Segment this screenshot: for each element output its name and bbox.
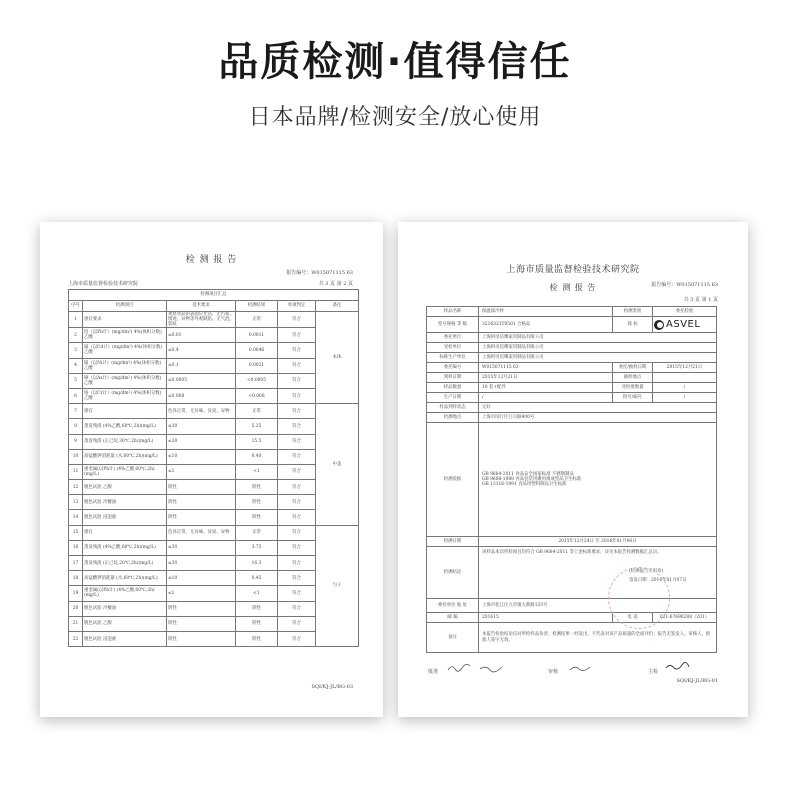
info-value: 10 套+配件 bbox=[479, 383, 613, 393]
row-note: 本体 bbox=[316, 312, 359, 404]
summary-row bbox=[69, 419, 359, 434]
row-judgement: 符合 bbox=[278, 388, 316, 403]
summary-row bbox=[69, 404, 359, 419]
info-value: W015071115 63 bbox=[479, 363, 613, 373]
row-item: 镍（以Ni计）(mg/dm²) 4%(体积分数)乙酸 bbox=[83, 358, 167, 373]
row-item: 感官 bbox=[83, 404, 167, 419]
signature-reviewer bbox=[568, 663, 594, 673]
row-judgement: 符合 bbox=[278, 373, 316, 388]
row-result: <0.008 bbox=[236, 388, 278, 403]
row-no: 7 bbox=[69, 404, 83, 419]
summary-table bbox=[68, 289, 359, 647]
sign-inspector: 主检 bbox=[648, 669, 659, 675]
col-header-note: 备注 bbox=[316, 301, 359, 312]
row-requirement: ≤30 bbox=[167, 419, 236, 434]
hero-title: 品质检测·值得信任 bbox=[218, 39, 572, 85]
row-requirement: ≤0.0005 bbox=[167, 373, 236, 388]
right-doc-title: 检 测 报 告 bbox=[549, 283, 597, 292]
row-no: 11 bbox=[69, 464, 83, 479]
row-no: 1 bbox=[69, 312, 83, 328]
left-doc-title: 检 测 报 告 bbox=[185, 255, 238, 265]
row-note: 中盖 bbox=[316, 404, 359, 526]
row-judgement: 符合 bbox=[278, 495, 316, 510]
basis-cell bbox=[479, 423, 717, 537]
summary-row bbox=[69, 540, 359, 555]
sign-reviewer: 审核 bbox=[548, 669, 559, 675]
basis-line: GB 9684-2011 食品安全国家标准 不锈钢制品 bbox=[482, 471, 574, 477]
cover-info-table bbox=[426, 306, 717, 653]
row-judgement: 符合 bbox=[278, 525, 316, 540]
row-no: 18 bbox=[69, 571, 83, 586]
row-no: 22 bbox=[69, 631, 83, 646]
summary-row bbox=[69, 328, 359, 343]
cover-info-row bbox=[427, 383, 717, 393]
summary-row bbox=[69, 571, 359, 586]
row-judgement: 符合 bbox=[278, 358, 316, 373]
row-requirement: 色泽正常，无异味、异臭、异物 bbox=[167, 404, 236, 419]
row-result: 3.75 bbox=[236, 540, 278, 555]
row-item: 感官要求 bbox=[83, 312, 167, 328]
summary-row bbox=[69, 388, 359, 403]
info-label: 样品到样状态 bbox=[427, 403, 479, 413]
cover-info-rows bbox=[427, 307, 717, 423]
summary-row bbox=[69, 434, 359, 449]
summary-row bbox=[69, 495, 359, 510]
info-value-2: 委托检验 bbox=[653, 307, 717, 317]
info-label-2: 抽样地点 bbox=[613, 373, 653, 383]
contact-phone-label: 电 话 bbox=[613, 613, 653, 623]
remark-label: 备注 bbox=[427, 623, 479, 653]
info-value: 上海市闵行区江川路900号 bbox=[479, 413, 717, 423]
summary-row bbox=[69, 586, 359, 601]
row-item: 镉（以Cd计）(mg/dm²) 4%(体积分数)乙酸 bbox=[83, 343, 167, 358]
row-item: 高锰酸钾消耗量 (水,60℃,2h)(mg/L) bbox=[83, 571, 167, 586]
row-judgement: 符合 bbox=[278, 328, 316, 343]
summary-row bbox=[69, 343, 359, 358]
contact-phone-value: 021-67696288（201） bbox=[653, 613, 717, 623]
info-label: 到样日期 bbox=[427, 373, 479, 383]
sign-approver: 批准 bbox=[428, 669, 439, 675]
row-requirement: ≤0.1 bbox=[167, 358, 236, 373]
row-result: 正常 bbox=[236, 312, 278, 328]
row-item: 脱色试验 冷餐油 bbox=[83, 495, 167, 510]
basis-line: GB 13116-1991 食品用塑料制品卫生标准 bbox=[482, 482, 567, 488]
remark-text: 本报告检验结论仅对所检样品负责；检测结果一经发出，不代表对该产品质量的全面评价；报告无签发人、审核人、批准人签字无效。 bbox=[479, 623, 717, 653]
seal-stamp bbox=[608, 567, 670, 629]
row-result: 阴性 bbox=[236, 616, 278, 631]
right-report-no: 报告编号：W015071115 63 bbox=[651, 282, 718, 288]
row-requirement: 阴性 bbox=[167, 631, 236, 646]
row-judgement: 符合 bbox=[278, 464, 316, 479]
row-item: 重金属(以Pb计) (4%乙酸,60℃,2h)(mg/L) bbox=[83, 586, 167, 601]
info-label: 生产日期 bbox=[427, 393, 479, 403]
conclusion-cell bbox=[479, 547, 717, 599]
info-label: 受检单位 bbox=[427, 343, 479, 353]
row-requirement: ≤0.008 bbox=[167, 388, 236, 403]
row-no: 3 bbox=[69, 343, 83, 358]
row-item: 脱色试验 乙醇 bbox=[83, 480, 167, 495]
row-result: 15.5 bbox=[236, 434, 278, 449]
row-requirement: ≤10 bbox=[167, 571, 236, 586]
row-judgement: 符合 bbox=[278, 571, 316, 586]
summary-row bbox=[69, 616, 359, 631]
row-note: 勺子 bbox=[316, 525, 359, 647]
info-label: 委托编号 bbox=[427, 363, 479, 373]
cover-info-row bbox=[427, 393, 717, 403]
col-header-judgement: 单项判定 bbox=[278, 301, 316, 312]
row-no: 12 bbox=[69, 480, 83, 495]
info-label: 型号规格 等 级 bbox=[427, 317, 479, 333]
row-item: 感官 bbox=[83, 525, 167, 540]
cover-info-row bbox=[427, 373, 717, 383]
row-requirement: ≤1 bbox=[167, 464, 236, 479]
row-item: 脱色试验 浸泡液 bbox=[83, 631, 167, 646]
row-requirement: ≤0.01 bbox=[167, 328, 236, 343]
row-result: <0.0005 bbox=[236, 373, 278, 388]
row-requirement: ≤0.4 bbox=[167, 343, 236, 358]
basis-line: GB 9688-1988 食品包装用聚丙烯成型品卫生标准 bbox=[482, 476, 582, 482]
cover-info-row bbox=[427, 343, 717, 353]
right-page-info: 共 3 页 第 1 页 bbox=[683, 297, 718, 303]
cover-info-row bbox=[427, 333, 717, 343]
col-header-result: 检测结果 bbox=[236, 301, 278, 312]
col-header-item: 检测项目 bbox=[83, 301, 167, 312]
row-judgement: 符合 bbox=[278, 419, 316, 434]
summary-row bbox=[69, 373, 359, 388]
row-item: 脱色试验 冷餐油 bbox=[83, 601, 167, 616]
row-result: 0.40 bbox=[236, 449, 278, 464]
contact-address-value: 上海市松江区九亭镇九新路133号 bbox=[479, 599, 717, 613]
info-label-2: 商 标 bbox=[613, 317, 653, 333]
left-footer-code: SQI/KJ-JL/BG-03 bbox=[311, 684, 353, 690]
info-label: 委托单位 bbox=[427, 333, 479, 343]
cover-info-row bbox=[427, 363, 717, 373]
row-no: 15 bbox=[69, 525, 83, 540]
info-label-2: 受检批数量 bbox=[613, 383, 653, 393]
date-value: 2015年12月24日 至 2016年01月06日 bbox=[479, 537, 717, 547]
info-value-2: 2015年12月21日 bbox=[653, 363, 717, 373]
row-judgement: 符合 bbox=[278, 556, 316, 571]
seal-text: (检测报告专用章) bbox=[629, 569, 664, 574]
row-requirement: 阴性 bbox=[167, 601, 236, 616]
contact-zip-value: 201615 bbox=[479, 613, 613, 623]
row-item: 高锰酸钾消耗量 (水,60℃,2h)(mg/L) bbox=[83, 449, 167, 464]
report-page-cover bbox=[398, 222, 748, 717]
cover-info-row bbox=[427, 317, 717, 333]
row-judgement: 符合 bbox=[278, 631, 316, 646]
row-result: 阴性 bbox=[236, 510, 278, 525]
row-no: 13 bbox=[69, 495, 83, 510]
row-judgement: 符合 bbox=[278, 601, 316, 616]
row-requirement: ≤30 bbox=[167, 434, 236, 449]
row-requirement: 阴性 bbox=[167, 495, 236, 510]
row-no: 5 bbox=[69, 373, 83, 388]
info-value: 上海阿司倍鹰家用制品有限公司 bbox=[479, 353, 717, 363]
row-result: 正常 bbox=[236, 404, 278, 419]
info-label: 检测地点 bbox=[427, 413, 479, 423]
hero-subtitle: 日本品牌/检测安全/放心使用 bbox=[248, 105, 542, 130]
row-result: 0.45 bbox=[236, 571, 278, 586]
info-value: 上海阿司倍鹰家用制品有限公司 bbox=[479, 343, 717, 353]
cover-info-row bbox=[427, 413, 717, 423]
row-no: 19 bbox=[69, 586, 83, 601]
info-value: 2015年12月21日 bbox=[479, 373, 613, 383]
row-no: 8 bbox=[69, 419, 83, 434]
row-no: 9 bbox=[69, 434, 83, 449]
info-label-2: 委托/抽样日期 bbox=[613, 363, 653, 373]
row-item: 砷（以As计）(mg/dm²) 4%(体积分数)乙酸 bbox=[83, 373, 167, 388]
cover-info-row bbox=[427, 403, 717, 413]
right-institute: 上海市质量监督检验技术研究院 bbox=[506, 265, 640, 275]
row-result: 0.0011 bbox=[236, 328, 278, 343]
left-institute: 上海市质量监督检验技术研究院 bbox=[68, 281, 139, 287]
contact-zip-label: 邮 编 bbox=[427, 613, 479, 623]
summary-row bbox=[69, 556, 359, 571]
cover-info-row bbox=[427, 307, 717, 317]
left-page-info: 共 3 页 第 2 页 bbox=[318, 281, 353, 287]
row-requirement: 观察食品的表面应光洁、无污垢、锈迹、异物等外观缺陷、无气泡、裂纹 bbox=[168, 312, 234, 328]
summary-row bbox=[69, 510, 359, 525]
row-no: 4 bbox=[69, 358, 83, 373]
row-item: 铅（以Pb计）(mg/dm²) 4%(体积分数)乙酸 bbox=[83, 328, 167, 343]
row-requirement: 阴性 bbox=[167, 510, 236, 525]
brand-logo bbox=[653, 317, 717, 333]
row-item: 蒸发残渣 (4%乙酸,60℃,2h)(mg/L) bbox=[83, 419, 167, 434]
row-result: 阴性 bbox=[236, 601, 278, 616]
col-header-requirement: 技术要求 bbox=[167, 301, 236, 312]
col-header-no: 序号 bbox=[69, 301, 83, 312]
row-judgement: 符合 bbox=[278, 616, 316, 631]
row-judgement: 符合 bbox=[278, 312, 316, 328]
info-value: / bbox=[479, 393, 613, 403]
row-item: 铬（以Cr计）(mg/dm²) 4%(体积分数)乙酸 bbox=[83, 388, 167, 403]
row-requirement: ≤1 bbox=[167, 586, 236, 601]
row-result: <1 bbox=[236, 464, 278, 479]
info-value: 保温保冷杯 bbox=[479, 307, 613, 317]
summary-row bbox=[69, 631, 359, 646]
row-item: 蒸发残渣 (4%乙酸,60℃,2h)(mg/L) bbox=[83, 540, 167, 555]
row-judgement: 符合 bbox=[278, 586, 316, 601]
summary-row bbox=[69, 480, 359, 495]
date-label: 检测日期 bbox=[427, 537, 479, 547]
summary-row bbox=[69, 601, 359, 616]
row-item: 蒸发残渣 (正己烷,30℃,2h)(mg/L) bbox=[83, 434, 167, 449]
summary-section-title: 检测项目汇总 bbox=[69, 290, 359, 301]
brand-name: ASVEL bbox=[666, 318, 701, 330]
row-result: 0.0021 bbox=[236, 358, 278, 373]
row-no: 6 bbox=[69, 388, 83, 403]
signature-approver bbox=[446, 663, 472, 673]
info-value: 3216321T0501 合格品 bbox=[479, 317, 613, 333]
row-requirement: ≤30 bbox=[167, 556, 236, 571]
report-page-summary bbox=[40, 222, 383, 717]
info-label: 标称生产单位 bbox=[427, 353, 479, 363]
row-judgement: 符合 bbox=[278, 434, 316, 449]
row-requirement: 色泽正常，无异味、异臭、异物 bbox=[167, 525, 236, 540]
row-item: 蒸发残渣 (正己烷,20℃,2h)(mg/L) bbox=[83, 556, 167, 571]
row-no: 14 bbox=[69, 510, 83, 525]
cover-info-row bbox=[427, 353, 717, 363]
row-no: 17 bbox=[69, 556, 83, 571]
summary-row bbox=[69, 358, 359, 373]
conclusion-label: 检测结论 bbox=[427, 547, 479, 599]
row-requirement: ≤10 bbox=[167, 449, 236, 464]
row-result: <1 bbox=[236, 586, 278, 601]
info-value-2: / bbox=[653, 383, 717, 393]
info-label-2: 批号/编号 bbox=[613, 393, 653, 403]
row-result: 5.25 bbox=[236, 419, 278, 434]
row-judgement: 符合 bbox=[278, 404, 316, 419]
right-footer-code: SQI/KJ-JL/BG-01 bbox=[676, 678, 718, 684]
row-item: 脱色试验 乙醇 bbox=[83, 616, 167, 631]
row-no: 2 bbox=[69, 328, 83, 343]
summary-row bbox=[69, 312, 359, 328]
row-judgement: 符合 bbox=[278, 540, 316, 555]
summary-row bbox=[69, 449, 359, 464]
row-result: 阴性 bbox=[236, 495, 278, 510]
row-result: 阴性 bbox=[236, 631, 278, 646]
row-item: 重金属(以Pb计) (4%乙酸,60℃,2h)(mg/L) bbox=[83, 464, 167, 479]
row-result: 阴性 bbox=[236, 480, 278, 495]
summary-row bbox=[69, 525, 359, 540]
summary-rows bbox=[69, 312, 359, 647]
contact-address-label: 委托单位 地 址 bbox=[427, 599, 479, 613]
info-label: 样品名称 bbox=[427, 307, 479, 317]
info-value: 完好 bbox=[479, 403, 717, 413]
asvel-logo-icon bbox=[654, 320, 664, 330]
info-value-2: / bbox=[653, 393, 717, 403]
signature-approver-2 bbox=[478, 663, 504, 673]
summary-row bbox=[69, 464, 359, 479]
row-no: 20 bbox=[69, 601, 83, 616]
seal-date: 签发日期：2016年01月07日 bbox=[629, 578, 687, 583]
row-requirement: 阴性 bbox=[167, 616, 236, 631]
left-report-no: 报告编号：W015071115 63 bbox=[286, 270, 353, 276]
info-value-2 bbox=[653, 373, 717, 383]
row-item: 脱色试验 浸泡液 bbox=[83, 510, 167, 525]
info-label: 样品数量 bbox=[427, 383, 479, 393]
row-result: 0.0046 bbox=[236, 343, 278, 358]
row-judgement: 符合 bbox=[278, 343, 316, 358]
row-no: 21 bbox=[69, 616, 83, 631]
row-no: 10 bbox=[69, 449, 83, 464]
row-no: 16 bbox=[69, 540, 83, 555]
row-judgement: 符合 bbox=[278, 449, 316, 464]
info-value: 上海阿司倍鹰家用制品有限公司 bbox=[479, 333, 717, 343]
row-judgement: 符合 bbox=[278, 510, 316, 525]
row-judgement: 符合 bbox=[278, 480, 316, 495]
row-requirement: ≤30 bbox=[167, 540, 236, 555]
info-label-2: 检测类别 bbox=[613, 307, 653, 317]
row-result: 16.3 bbox=[236, 556, 278, 571]
row-requirement: 阴性 bbox=[167, 480, 236, 495]
signature-inspector bbox=[664, 662, 690, 672]
basis-label: 检测依据 bbox=[427, 423, 479, 537]
conclusion-text: 该样品本次所检项目均符合 GB 9684-2011 等上述标准要求，详见本报告检测数据汇总页。 bbox=[482, 550, 662, 555]
row-result: 正常 bbox=[236, 525, 278, 540]
